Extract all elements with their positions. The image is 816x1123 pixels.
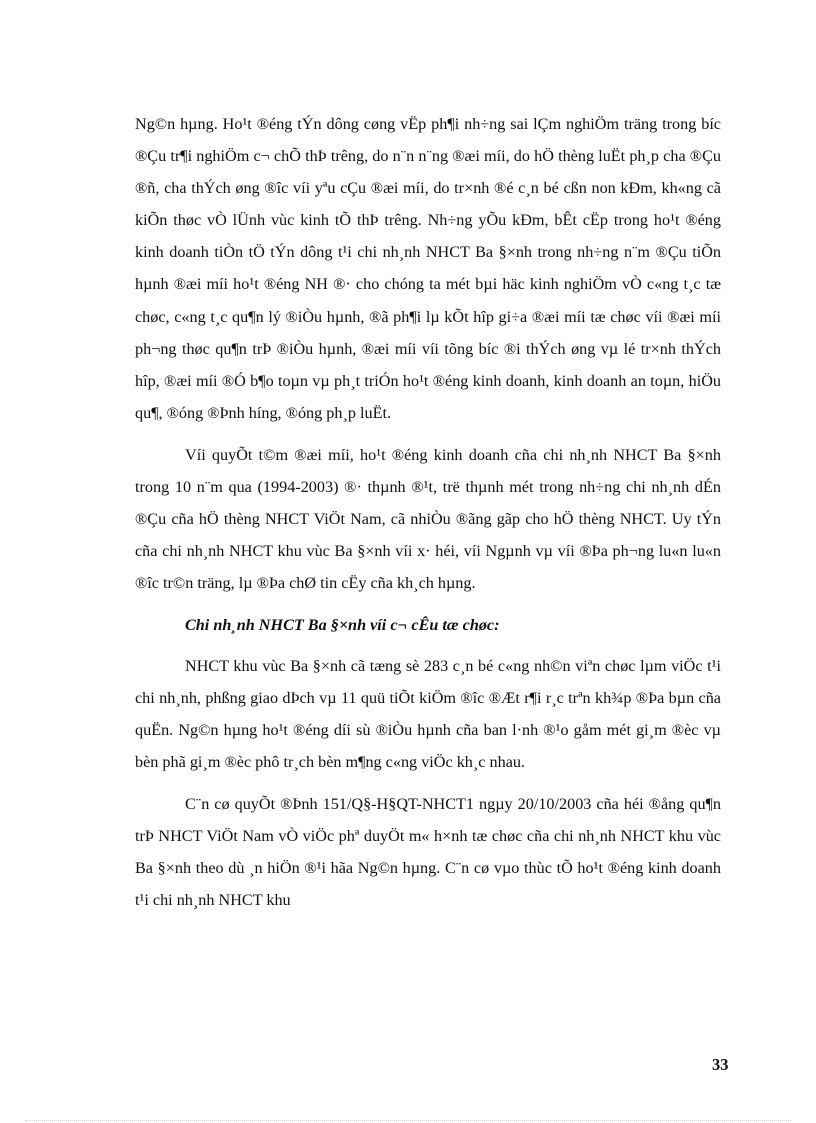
paragraph-decision: C¨n cø quyÕt ®Þnh 151/Q§-H§QT-NHCT1 ngµy 20/10/2003 cña héi ®ång qu¶n trÞ NHCT ViÖt Nam vÒ viÖc phª duyÖt m« h×nh tæ chøc cña chi nh¸nh NHCT khu vùc Ba §×nh theo dù ¸n hiÖn ®¹i hãa Ng©n hµng. C¨n cø vµo thùc tÕ ho¹t ®éng kinh doanh t¹i chi nh¸nh NHCT khu xyxy=(135,794,721,910)
paragraph-continuation: Ng©n hµng. Ho¹t ®éng tÝn dông cøng vËp ph¶i nh÷ng sai lÇm nghiÖm träng trong bíc ®Çu tr¶i nghiÖm c¬ chÕ thÞ trêng, do n¨n n¨ng ®æi míi, do hÖ thèng luËt ph¸p cha ®Çu ®ñ, cha thÝch øng ®îc víi yªu cÇu ®æi míi, do tr×nh ®é c¸n bé cßn non kÐm, kh«ng cã kiÕn thøc vÒ lÜnh vùc kinh tÕ thÞ trêng. Nh÷ng yÕu kÐm, bÊt cËp trong ho¹t ®éng kinh doanh tiÒn tÖ tÝn dông t¹i chi nh¸nh NHCT Ba §×nh trong nh÷ng n¨m ®Çu tiÕn hµnh ®æi míi ho¹t ®éng NH ®· cho chóng ta mét bµi häc kinh nghiÖm vÒ c«ng t¸c tæ chøc, c«ng t¸c qu¶n lý ®iÒu hµnh, ®ã ph¶i lµ kÕt hîp gi÷a ®æi míi tæ chøc víi ®æi míi ph¬ng thøc qu¶n trÞ ®iÒu hµnh, ®æi míi víi tõng bíc ®i thÝch øng vµ lé tr×nh thÝch hîp, ®æi míi ®Ó b¶o toµn vµ ph¸t triÓn ho¹t ®éng kinh doanh, kinh doanh an toµn, hiÖu qu¶, ®óng ®Þnh híng, ®óng ph¸p luËt. xyxy=(135,115,721,422)
page-number: 33 xyxy=(712,1055,729,1074)
footer-divider xyxy=(25,1120,791,1121)
paragraph-staff: NHCT khu vùc Ba §×nh cã tæng sè 283 c¸n bé c«ng nh©n viªn chøc lµm viÖc t¹i chi nh¸nh, phßng giao dÞch vµ 11 quü tiÕt kiÖm ®îc ®Æt r¶i r¸c trªn kh¾p ®Þa bµn cña quËn. Ng©n hµng ho¹t ®éng díi sù ®iÒu hµnh cña ban l·nh ®¹o gåm mét gi¸m ®èc vµ bèn phã gi¸m ®èc phô tr¸ch bèn m¶ng c«ng viÖc kh¸c nhau. xyxy=(135,656,721,771)
section-heading: Chi nh¸nh NHCT Ba §×nh víi c¬ cÊu tæ chøc: xyxy=(185,616,500,635)
body-text xyxy=(135,108,721,926)
paragraph-determination: Víi quyÕt t©m ®æi míi, ho¹t ®éng kinh doanh cña chi nh¸nh NHCT Ba §×nh trong 10 n¨m qua (1994-2003) ®· thµnh ®¹t, trë thµnh mét trong nh÷ng chi nh¸nh dÉn ®Çu cña hÖ thèng NHCT ViÖt Nam, cã nhiÒu ®ãng gãp cho hÖ thèng NHCT. Uy tÝn cña chi nh¸nh NHCT khu vùc Ba §×nh víi x· héi, víi Ngµnh vµ víi ®Þa ph¬ng lu«n lu«n ®îc tr©n träng, lµ ®Þa chØ tin cËy cña kh¸ch hµng. xyxy=(135,445,721,593)
